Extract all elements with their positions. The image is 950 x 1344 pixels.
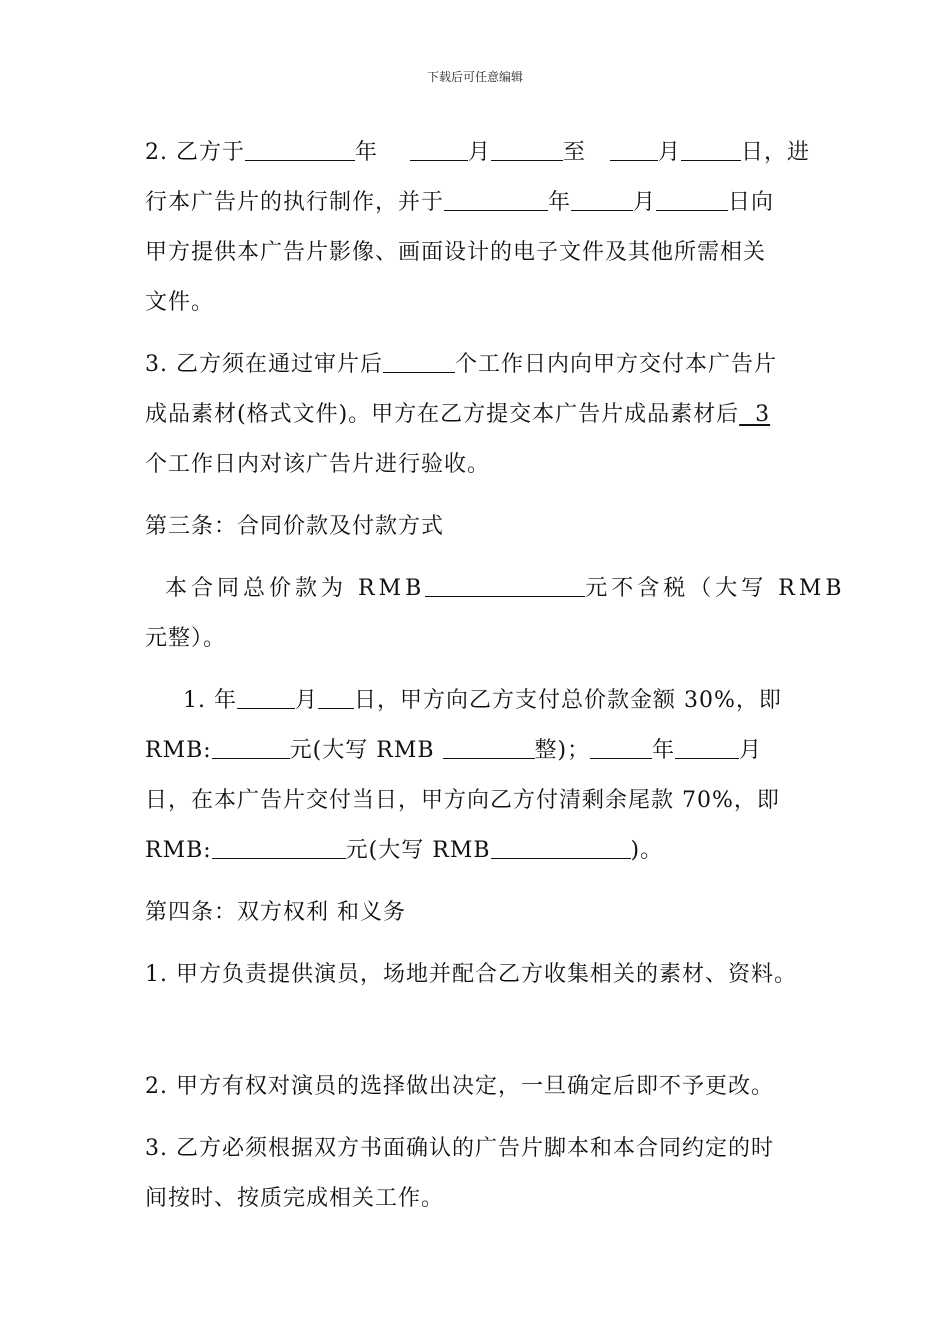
paragraph-gap [145,938,810,950]
article-4-item-3-line-2: 间按时、按质完成相关工作。 [145,1186,445,1211]
text-span: 1. 年 [183,688,237,713]
document-body [145,128,846,1224]
paragraph-gap [145,1112,810,1124]
text-span: 日，甲方向乙方支付总价款金额 30%，即 [354,688,782,713]
article-4-item-1: 1. 甲方负责提供演员，场地并配合乙方收集相关的素材、资料。 [145,962,797,987]
text-span: 元不含税（大写 RMB [585,576,846,601]
text-span: 月 [294,688,318,713]
blank-field[interactable] [237,688,295,709]
paragraph-gap [145,664,810,676]
blank-field[interactable] [318,688,354,709]
text-span: RMB: [145,838,212,863]
text-span: 月 [633,190,657,215]
blank-field[interactable] [443,738,535,759]
article-3-title: 第三条：合同价款及付款方式 [145,514,445,539]
text-span: 月 [739,738,763,763]
text-span: 本合同总价款为 RMB [165,576,426,601]
payment-line-4 [145,826,810,876]
payment-line-1 [145,676,810,726]
text-span: RMB: [145,738,212,763]
blank-field[interactable] [656,190,728,211]
article-4-item-3-line-1: 3. 乙方必须根据双方书面确认的广告片脚本和本合同约定的时 [145,1136,774,1161]
paragraph-gap [145,490,810,502]
text-span: 元(大写 RMB [289,738,443,763]
text-span: 日向 [728,190,775,215]
text-span: 月 [657,140,681,165]
payment-line-3: 日，在本广告片交付当日，甲方向乙方付清剩余尾款 70%，即 [145,788,780,813]
blank-field[interactable] [675,738,739,759]
clause-2-line-4: 文件。 [145,290,215,315]
text-span: 至 [562,140,594,165]
article-4-item-2: 2. 甲方有权对演员的选择做出决定，一旦确定后即不予更改。 [145,1074,774,1099]
blank-field[interactable] [571,190,633,211]
blank-field[interactable] [245,140,355,161]
payment-line-2 [145,726,810,776]
page-header: 下载后可任意编辑 [426,70,523,84]
blank-field[interactable] [590,738,652,759]
blank-field[interactable] [491,140,563,161]
paragraph-gap [145,1000,810,1062]
blank-field[interactable] [212,738,290,759]
text-span: 年 [548,190,572,215]
review-days-value: 3 [739,402,771,427]
clause-2-line-3: 甲方提供本广告片影像、画面设计的电子文件及其他所需相关 [145,240,767,265]
text-span: 2. 乙方于 [145,140,245,165]
paragraph-gap [145,552,810,564]
text-span: 年 [354,140,386,165]
clause-3-line-1 [145,340,810,390]
blank-field[interactable] [681,140,741,161]
blank-field[interactable] [491,838,631,859]
clause-3-line-2 [145,390,810,440]
text-span: )。 [630,838,664,863]
blank-field[interactable] [610,140,658,161]
text-span: 成品素材(格式文件)。甲方在乙方提交本广告片成品素材后 [145,402,740,427]
text-span: 3. 乙方须在通过审片后 [145,352,383,377]
price-line-1 [145,564,846,614]
text-span: 月 [467,140,491,165]
price-line-2: 元整）。 [145,626,227,651]
paragraph-gap [145,328,810,340]
blank-field[interactable] [212,838,346,859]
text-span: 元(大写 RMB [345,838,491,863]
article-4-title: 第四条：双方权利 和义务 [145,900,406,925]
blank-field[interactable] [410,140,468,161]
clause-2-line-2 [145,178,810,228]
blank-field[interactable] [383,352,455,373]
paragraph-gap [145,876,810,888]
price-amount-field[interactable] [425,576,585,597]
clause-2-line-1 [145,128,810,178]
text-span: 日，进 [741,140,811,165]
text-span: 整)； [534,738,591,763]
text-span: 个工作日内向甲方交付本广告片 [454,352,777,377]
text-span: 年 [652,738,676,763]
blank-field[interactable] [444,190,548,211]
clause-3-line-3: 个工作日内对该广告片进行验收。 [145,452,491,477]
text-span: 行本广告片的执行制作，并于 [145,190,445,215]
